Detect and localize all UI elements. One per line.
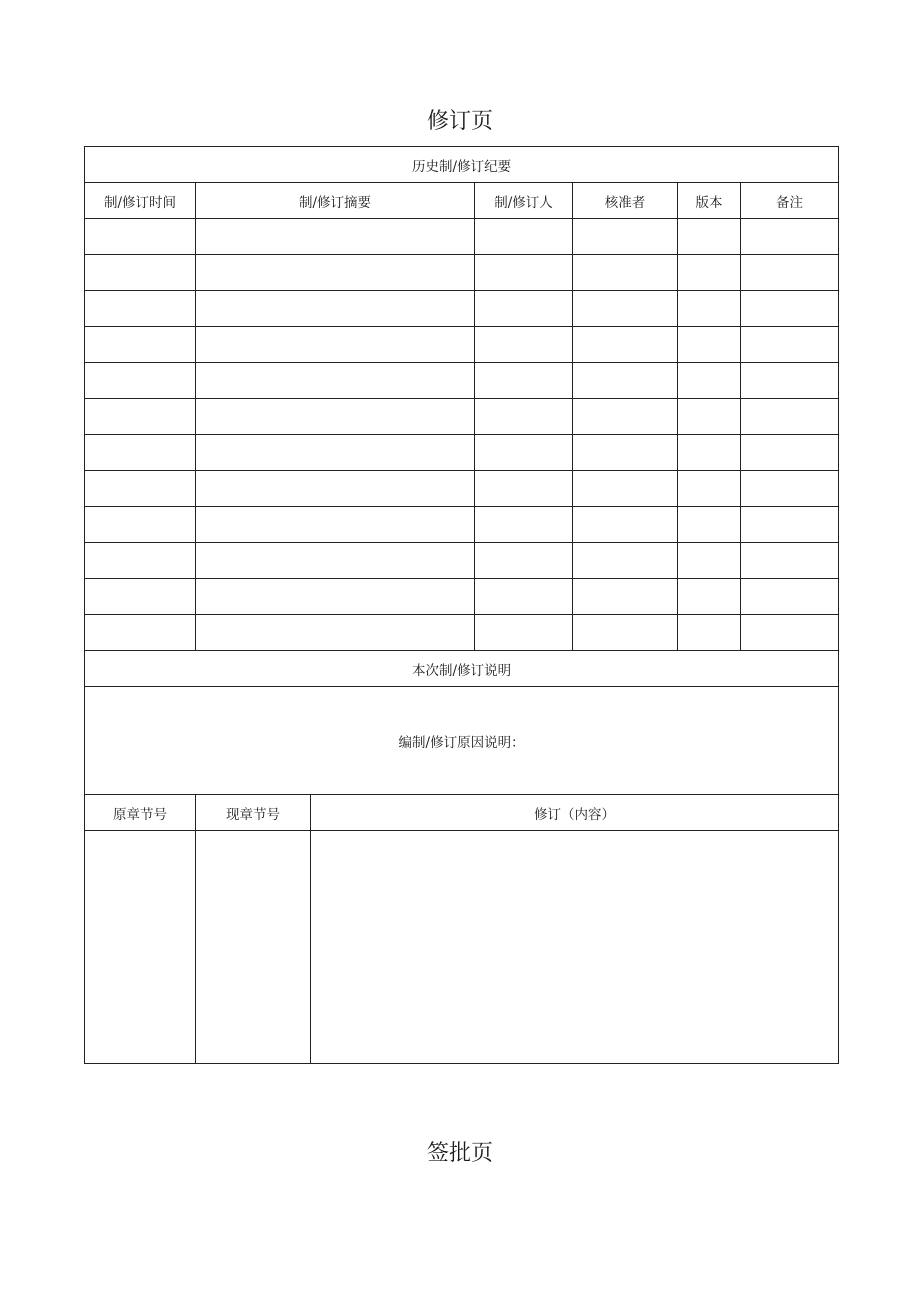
history-cell-approver[interactable] <box>573 219 678 255</box>
history-cell-remarks[interactable] <box>741 615 839 651</box>
col-header-current-section: 现章节号 <box>196 795 311 831</box>
table-row <box>85 399 839 435</box>
history-cell-time[interactable] <box>85 471 196 507</box>
history-cell-reviser[interactable] <box>475 255 573 291</box>
history-cell-summary[interactable] <box>196 507 475 543</box>
history-cell-approver[interactable] <box>573 471 678 507</box>
history-cell-remarks[interactable] <box>741 543 839 579</box>
history-cell-approver[interactable] <box>573 435 678 471</box>
history-cell-remarks[interactable] <box>741 435 839 471</box>
table-row <box>85 471 839 507</box>
revision-content-cell[interactable] <box>311 831 839 1064</box>
history-cell-remarks[interactable] <box>741 291 839 327</box>
history-cell-version[interactable] <box>678 543 741 579</box>
table-row <box>85 327 839 363</box>
history-cell-summary[interactable] <box>196 399 475 435</box>
history-cell-summary[interactable] <box>196 471 475 507</box>
history-cell-approver[interactable] <box>573 507 678 543</box>
reason-label: 编制/修订原因说明： <box>398 734 525 751</box>
history-cell-summary[interactable] <box>196 615 475 651</box>
table-row <box>85 255 839 291</box>
table-row <box>85 615 839 651</box>
history-cell-reviser[interactable] <box>475 615 573 651</box>
history-cell-summary[interactable] <box>196 219 475 255</box>
table-row <box>85 291 839 327</box>
table-row <box>85 363 839 399</box>
history-cell-summary[interactable] <box>196 435 475 471</box>
history-cell-remarks[interactable] <box>741 399 839 435</box>
col-header-approver: 核准者 <box>573 183 678 219</box>
history-cell-approver[interactable] <box>573 255 678 291</box>
current-heading: 本次制/修订说明 <box>85 651 839 687</box>
history-cell-version[interactable] <box>678 615 741 651</box>
history-cell-summary[interactable] <box>196 291 475 327</box>
history-cell-reviser[interactable] <box>475 543 573 579</box>
history-cell-reviser[interactable] <box>475 399 573 435</box>
history-cell-time[interactable] <box>85 543 196 579</box>
page-title: 修订页 <box>426 109 493 134</box>
col-header-original-section: 原章节号 <box>85 795 196 831</box>
history-cell-version[interactable] <box>678 291 741 327</box>
table-row <box>85 507 839 543</box>
history-cell-time[interactable] <box>85 255 196 291</box>
history-cell-summary[interactable] <box>196 579 475 615</box>
history-cell-version[interactable] <box>678 399 741 435</box>
col-header-version: 版本 <box>678 183 741 219</box>
history-cell-summary[interactable] <box>196 327 475 363</box>
history-cell-remarks[interactable] <box>741 255 839 291</box>
history-cell-version[interactable] <box>678 507 741 543</box>
history-cell-reviser[interactable] <box>475 291 573 327</box>
history-cell-version[interactable] <box>678 219 741 255</box>
history-cell-remarks[interactable] <box>741 327 839 363</box>
history-header-row <box>85 183 839 219</box>
history-cell-approver[interactable] <box>573 543 678 579</box>
history-cell-remarks[interactable] <box>741 579 839 615</box>
table-row <box>85 543 839 579</box>
history-cell-approver[interactable] <box>573 327 678 363</box>
detail-body-row <box>85 831 839 1064</box>
col-header-reviser: 制/修订人 <box>475 183 573 219</box>
history-cell-time[interactable] <box>85 219 196 255</box>
history-cell-approver[interactable] <box>573 579 678 615</box>
detail-header-row <box>85 795 839 831</box>
next-page-title: 签批页 <box>426 1141 493 1166</box>
history-cell-version[interactable] <box>678 363 741 399</box>
current-section-cell[interactable] <box>196 831 311 1064</box>
original-section-cell[interactable] <box>85 831 196 1064</box>
history-cell-reviser[interactable] <box>475 435 573 471</box>
history-cell-summary[interactable] <box>196 543 475 579</box>
history-cell-version[interactable] <box>678 579 741 615</box>
history-cell-remarks[interactable] <box>741 363 839 399</box>
col-header-revision-content: 修订（内容） <box>311 795 839 831</box>
col-header-summary: 制/修订摘要 <box>196 183 475 219</box>
history-cell-summary[interactable] <box>196 255 475 291</box>
history-cell-approver[interactable] <box>573 615 678 651</box>
history-cell-version[interactable] <box>678 471 741 507</box>
history-cell-time[interactable] <box>85 327 196 363</box>
history-heading: 历史制/修订纪要 <box>85 147 839 183</box>
table-row <box>85 219 839 255</box>
revision-table <box>84 146 839 1064</box>
history-cell-time[interactable] <box>85 615 196 651</box>
history-cell-version[interactable] <box>678 255 741 291</box>
history-cell-approver[interactable] <box>573 363 678 399</box>
col-header-time: 制/修订时间 <box>85 183 196 219</box>
history-cell-reviser[interactable] <box>475 507 573 543</box>
history-cell-time[interactable] <box>85 579 196 615</box>
history-cell-version[interactable] <box>678 327 741 363</box>
history-cell-reviser[interactable] <box>475 219 573 255</box>
history-cell-remarks[interactable] <box>741 471 839 507</box>
table-row <box>85 579 839 615</box>
col-header-remarks: 备注 <box>741 183 839 219</box>
history-cell-remarks[interactable] <box>741 507 839 543</box>
history-cell-time[interactable] <box>85 435 196 471</box>
history-cell-reviser[interactable] <box>475 471 573 507</box>
history-cell-time[interactable] <box>85 399 196 435</box>
history-cell-approver[interactable] <box>573 291 678 327</box>
history-cell-remarks[interactable] <box>741 219 839 255</box>
history-cell-summary[interactable] <box>196 363 475 399</box>
history-cell-reviser[interactable] <box>475 363 573 399</box>
history-cell-reviser[interactable] <box>475 327 573 363</box>
history-cell-time[interactable] <box>85 507 196 543</box>
reason-cell[interactable] <box>85 687 839 795</box>
history-cell-time[interactable] <box>85 363 196 399</box>
history-cell-time[interactable] <box>85 291 196 327</box>
history-cell-approver[interactable] <box>573 399 678 435</box>
history-cell-reviser[interactable] <box>475 579 573 615</box>
history-cell-version[interactable] <box>678 435 741 471</box>
table-row <box>85 435 839 471</box>
